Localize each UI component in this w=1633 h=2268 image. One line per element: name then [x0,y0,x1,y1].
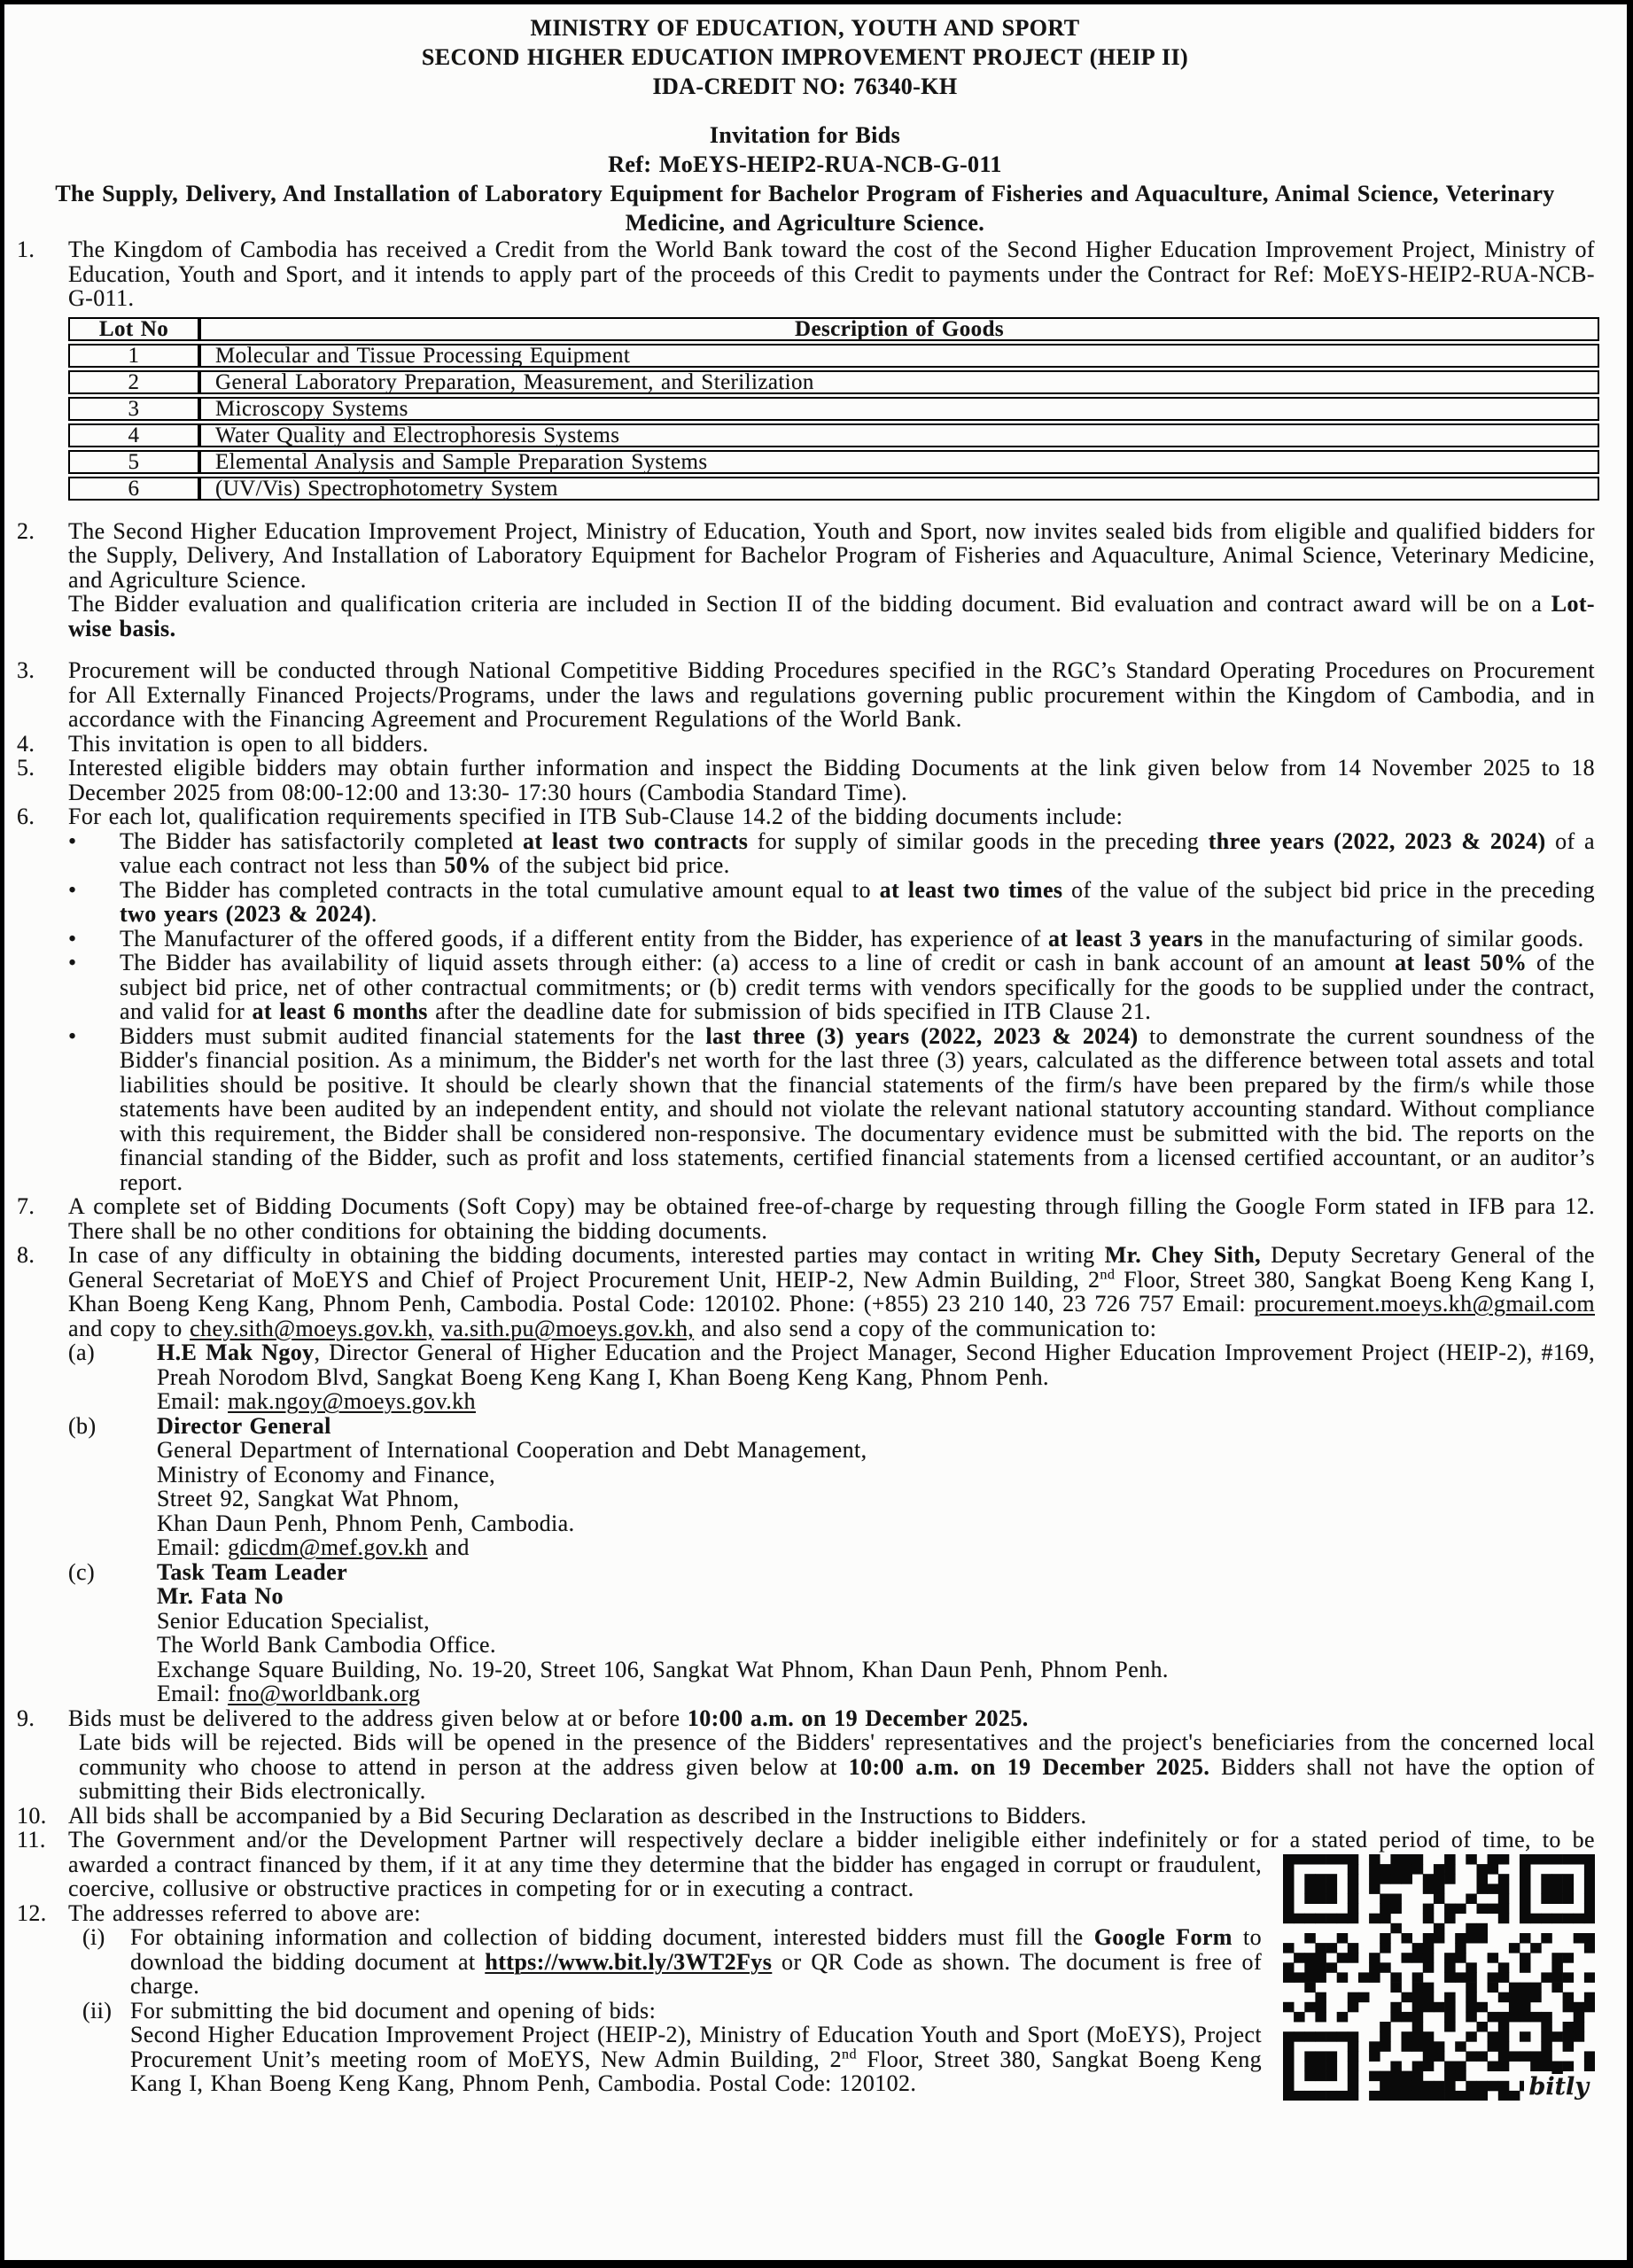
project-title: SECOND HIGHER EDUCATION IMPROVEMENT PROJECT (HEIP II) [421,44,1189,70]
run: at least two times [879,876,1063,903]
contact-c-label: (c) [68,1558,96,1585]
item-3 [15,658,1595,732]
item-12-intro [68,1901,1595,1926]
run: to demonstrate the current soundness of the Bidder's financial position. As a minimum, the Bidder's net worth for the last three (3) years, calculated as the difference between total assets and total liabilities should be positive. It should be clearly shown that the financial statements of the firm/s have been prepared by the firm/s while those statements have been audited by an independent entity, and should not violate the relevant national statutory accounting standard. Without compliance with this requirement, the Bidder shall be considered non-responsive. The documentary evidence must be submitted with the bid. The reports on the financial standing of the Bidder, such as profit and loss statements, certified financial statements from a licensed certified accountant, or an auditor’s report. [120,1022,1596,1195]
run: Email: [157,1388,229,1414]
run: A complete set of Bidding Documents (Soft Copy) may be obtained free-of-charge by requesting through filling the Google Form stated in IFB para 12. There shall be no other conditions for obtaining the bidding documents. [68,1193,1595,1244]
run: of the subject bid price. [491,852,730,878]
description-header: Description of Goods [199,317,1599,341]
run: H.E Mak Ngoy [157,1340,315,1365]
invitation-title: Invitation for Bids [709,122,901,148]
contact-c-text [157,1560,1595,1706]
sub-ii-label: (ii) [82,1997,113,2023]
run: and [427,1534,470,1560]
run: Floor, Street 380, Sangkat Boeng Keng Kang I, Khan Boeng Keng Kang, Phnom Penh, Cambodia. Postal Code: 120102. [130,2046,1263,2096]
item-6-number: 6. [17,804,35,829]
run: The Bidder has satisfactorily completed [120,827,523,854]
item-4-text [68,732,1595,757]
run: Procurement will be conducted through National Competitive Bidding Procedures specified in the RGC’s Standard Operating Procedures on Procurement for All Externally Financed Projects/Programs, under the laws and regulations governing public procurement within the Kingdom of Cambodia, and in accordance with the Financing Agreement and Procurement Regulations of the World Bank. [68,657,1595,732]
mak-ngoy-email-link[interactable]: mak.ngoy@moeys.gov.kh [228,1388,476,1414]
lot-cell: 6 [68,477,199,501]
run: Task Team Leader [157,1558,348,1585]
run: 10:00 a.m. on 19 December 2025. [687,1705,1029,1731]
run: The Second Higher Education Improvement Project, Ministry of Education, Youth and Sport, now invites sealed bids from eligible and qualified bidders for the Supply, Delivery, And Installation of Laboratory Equipment for Bachelor Program of Fisheries and Aquaculture, Animal Science, Veterinary Medicine, and Agriculture Science. [68,517,1595,593]
address-line: General Department of International Cooperation and Debt Management, [157,1437,867,1463]
sub-i-label: (i) [82,1924,105,1950]
item-10-number: 10. [17,1802,47,1829]
run: Late bids will be rejected. Bids will be opened in the presence of the Bidders' representatives and the project's beneficiaries from the concerned local community who choose to attend in person at the address given below at [79,1729,1595,1780]
contact-b-text [157,1414,1595,1560]
run: Mr. Chey Sith, [1104,1242,1262,1268]
item-2-text [68,519,1595,593]
run: at least 50% [1395,950,1528,975]
item-10 [15,1804,1595,1829]
lot-cell: 3 [68,397,199,421]
item-10-text [68,1804,1595,1829]
contact-a-email-line [157,1389,1595,1414]
run: of a value each contract not less than [120,827,1595,878]
run: The Bidder evaluation and qualification criteria are included in Section II of the bidding document. Bid evaluation and contract award will be on a [68,591,1551,617]
fno-email-link[interactable]: fno@worldbank.org [228,1681,421,1706]
run: For each lot, qualification requirements specified in ITB Sub-Clause 14.2 of the bidding documents include: [68,804,1124,829]
run: Bidders must submit audited financial statements for the [120,1022,706,1049]
item-5-text [68,756,1595,804]
qualification-bullet [68,1024,1595,1195]
table-row [68,397,1599,421]
run: Director General [157,1412,331,1439]
item-12 [15,1901,1595,2096]
item-1-number: 1. [17,237,35,262]
bullet-icon: • [68,950,77,975]
run: This invitation is open to all bidders. [68,730,429,757]
run: of the subject bid price, net of other contractual commitments; or (b) credit terms with vendors specifically for the goods to be supplied under the contract, and valid for [120,950,1595,1024]
run: or QR Code as shown. The document is free of charge. [130,1948,1262,1999]
item-12-sub-i [15,1925,1595,1999]
sub-ii-address [130,2023,1595,2096]
bullet-icon: • [68,827,77,854]
sub-i-text [130,1925,1595,1999]
contact-a-text [157,1340,1595,1414]
qualification-bullet [68,951,1595,1024]
contact-b-email-line [157,1535,1595,1560]
run: Google Form [1093,1924,1233,1950]
contact-a-label: (a) [68,1340,96,1365]
bullet-icon: • [68,876,77,903]
table-row [68,477,1599,501]
item-7-number: 7. [17,1193,35,1219]
item-9-paragraph-2 [79,1730,1595,1804]
item-12-sub-ii [15,1999,1595,2096]
run: two years (2023 & 2024) [120,901,371,927]
qualification-bullet [68,829,1595,878]
va-sith-email-link[interactable]: va.sith.pu@moeys.gov.kh, [440,1315,695,1341]
lot-cell: 4 [68,423,199,447]
run: three years (2022, 2023 & 2024) [1208,827,1546,854]
sub-ii-intro: For submitting the bid document and opening of bids: [130,1997,657,2023]
table-row [68,450,1599,474]
run: for supply of similar goods in the preceding [748,827,1209,854]
run: The Bidder has availability of liquid assets through either: (a) access to a line of credit or cash in bank account of an amount [120,950,1396,975]
item-9 [15,1706,1595,1804]
run: All bids shall be accompanied by a Bid Securing Declaration as described in the Instructions to Bidders. [68,1802,1087,1829]
bullet-icon: • [68,1022,77,1049]
item-7-text [68,1194,1595,1243]
run: and copy to [68,1315,191,1341]
item-9-text [68,1706,1595,1731]
item-1 [15,237,1595,311]
run: , Director General of Higher Education and the Project Manager, Second Higher Education Improvement Project (HEIP-2), #169, Preah Norodom Blvd, Sangkat Boeng Keng Kang I, Khan Boeng Keng Kang, Phnom Penh. [157,1340,1595,1390]
description-cell: Elemental Analysis and Sample Preparation Systems [199,450,1599,474]
run: at least 3 years [1048,925,1203,951]
run: Email: [157,1681,229,1706]
run: after the deadline date for submission of bids specified in ITB Clause 21. [427,998,1152,1024]
bidding-doc-url-link[interactable]: https://www.bit.ly/3WT2Fys [485,1948,773,1975]
description-cell: Water Quality and Electrophoresis Systems [199,423,1599,447]
run: Email: [157,1534,229,1560]
spacer [15,641,1595,658]
item-2-paragraph-2 [68,592,1595,641]
lots-table [68,315,1599,503]
item-6-intro [68,804,1595,829]
qualification-bullet [68,927,1595,951]
spacer [15,101,1595,120]
chey-sith-email-link[interactable]: chey.sith@moeys.gov.kh, [190,1315,434,1341]
run: at least two contracts [522,827,749,854]
address-line: Khan Daun Penh, Phnom Penh, Cambodia. [157,1510,575,1536]
run: Bids must be delivered to the address given below at or before [68,1705,688,1731]
lot-cell: 5 [68,450,199,474]
item-8-number: 8. [17,1242,35,1268]
item-1-text [68,237,1595,311]
run: last three (3) years (2022, 2023 & 2024) [705,1022,1139,1049]
run: In case of any difficulty in obtaining the bidding documents, interested parties may contact in writing [68,1242,1105,1268]
contact-a [15,1340,1595,1414]
run: Lot-wise basis. [68,591,1595,641]
run: 10:00 a.m. on 19 December 2025. [848,1753,1210,1780]
run: engaged in corrupt or fraudulent, coercive, collusive or obstructive practices in competing for or in executing a contract. [68,1851,1262,1901]
sub-ii-text [130,1999,1595,2096]
address-line: Street 92, Sangkat Wat Phnom, [157,1486,460,1511]
run: . [370,901,377,927]
gdicdm-email-link[interactable]: gdicdm@mef.gov.kh [228,1534,428,1560]
lot-cell: 2 [68,370,199,394]
ordinal-suffix: nd [842,2046,857,2062]
procurement-email-link[interactable]: procurement.moeys.kh@gmail.com [1254,1291,1595,1317]
run: Deputy Secretary General of the General Secretariat of MoEYS and Chief of Project Procurement Unit, HEIP-2, New Admin Building, 2 [68,1242,1595,1293]
item-8 [15,1243,1595,1706]
item-3-text [68,658,1595,732]
lot-cell: 1 [68,344,199,368]
contact-b-title [157,1414,1595,1439]
run [433,1316,440,1341]
contact-b [15,1414,1595,1560]
table-row [68,344,1599,368]
address-line: The World Bank Cambodia Office. [157,1632,496,1658]
run: in the manufacturing of similar goods. [1202,925,1584,951]
item-2 [15,519,1595,641]
contact-c-name [157,1584,1595,1609]
item-9-number: 9. [17,1705,35,1731]
item-5-number: 5. [17,755,35,781]
contact-c-email-line [157,1682,1595,1706]
ministry-title: MINISTRY OF EDUCATION, YOUTH AND SPORT [530,15,1080,41]
run: Bidders shall not have the option of submitting their Bids electronically. [79,1753,1595,1804]
run: The Manufacturer of the offered goods, if a different entity from the Bidder, has experience of [120,925,1049,951]
run: and also send a copy of the communication to: [694,1315,1157,1341]
run: Floor, Street 380, Sangkat Boeng Keng Kang I, Khan Boeng Keng Kang, Phnom Penh, Cambodia. Postal Code: 120102. Phone: (+855) 23 210 140, 23 726 757 Email: [68,1266,1595,1317]
bullet-icon: • [68,925,77,951]
reference-line: Ref: MoEYS-HEIP2-RUA-NCB-G-011 [608,151,1002,177]
run: Second Higher Education Improvement Project (HEIP-2), Ministry of Education Youth and Sport (MoEYS), Project Procurement Unit’s meeting room of MoEYS, New Admin Building, 2 [130,2022,1262,2072]
run: Mr. Fata No [157,1583,284,1609]
contact-b-label: (b) [68,1412,97,1439]
run: The Government and/or the Development Partner will respectively declare a bidder ineligible either indefinitely or for a stated period of time, to be awarded a contract financed by them, if it at any time they determine that the bidder has [68,1827,1595,1877]
item-12-number: 12. [17,1899,47,1926]
lot-no-header: Lot No [68,317,199,341]
description-cell: Microscopy Systems [199,397,1599,421]
bitly-logo: bitly [1524,2074,1593,2101]
item-8-text [68,1243,1595,1340]
address-line: Ministry of Economy and Finance, [157,1461,496,1487]
contact-c [15,1560,1595,1706]
item-5 [15,756,1595,804]
table-row [68,423,1599,447]
item-4-number: 4. [17,730,35,757]
table-header-row [68,317,1599,341]
item-4 [15,732,1595,757]
item-6 [15,804,1595,1194]
table-row [68,370,1599,394]
description-cell: (UV/Vis) Spectrophotometry System [199,477,1599,501]
qualification-bullet [68,878,1595,927]
description-cell: Molecular and Tissue Processing Equipment [199,344,1599,368]
run: of the value of the subject bid price in the preceding [1062,876,1596,903]
run: For obtaining information and collection of bidding document, interested bidders must fill the [130,1924,1094,1950]
run: Interested eligible bidders may obtain further information and inspect the Bidding Documents at the link given below from 14 November 2025 to 18 December 2025 from 08:00-12:00 and 13:30- 17:30 hours (Cambodia Standard Time). [68,755,1595,805]
run: The addresses referred to above are: [68,1899,421,1926]
address-line: Exchange Square Building, No. 19-20, Street 106, Sangkat Wat Phnom, Khan Daun Penh, Phnom Penh. [157,1656,1169,1682]
contact-c-title [157,1560,1595,1585]
item-7 [15,1194,1595,1243]
description-cell: General Laboratory Preparation, Measurement, and Sterilization [199,370,1599,394]
credit-no: IDA-CREDIT NO: 76340-KH [652,74,958,99]
run: The Kingdom of Cambodia has received a Credit from the World Bank toward the cost of the Second Higher Education Improvement Project, Ministry of Education, Youth and Sport, and it intends to apply part of the proceeds of this Credit to payments under the Contract for Ref: MoEYS-HEIP2-RUA-NCB-G-011. [68,237,1595,311]
subject-title: The Supply, Delivery, And Installation of Laboratory Equipment for Bachelor Program of Fisheries and Aquaculture, Animal Science, Veterinary Medicine, and Agriculture Science. [55,181,1555,236]
item-11-number: 11. [17,1827,46,1852]
run: 50% [444,852,492,878]
run: at least 6 months [252,998,428,1024]
ordinal-suffix: nd [1100,1266,1116,1282]
address-line: Senior Education Specialist, [157,1607,431,1634]
item-3-number: 3. [17,657,35,683]
item-2-number: 2. [17,517,35,544]
run: to download the bidding document at [130,1924,1262,1975]
run: The Bidder has completed contracts in the total cumulative amount equal to [120,876,880,903]
